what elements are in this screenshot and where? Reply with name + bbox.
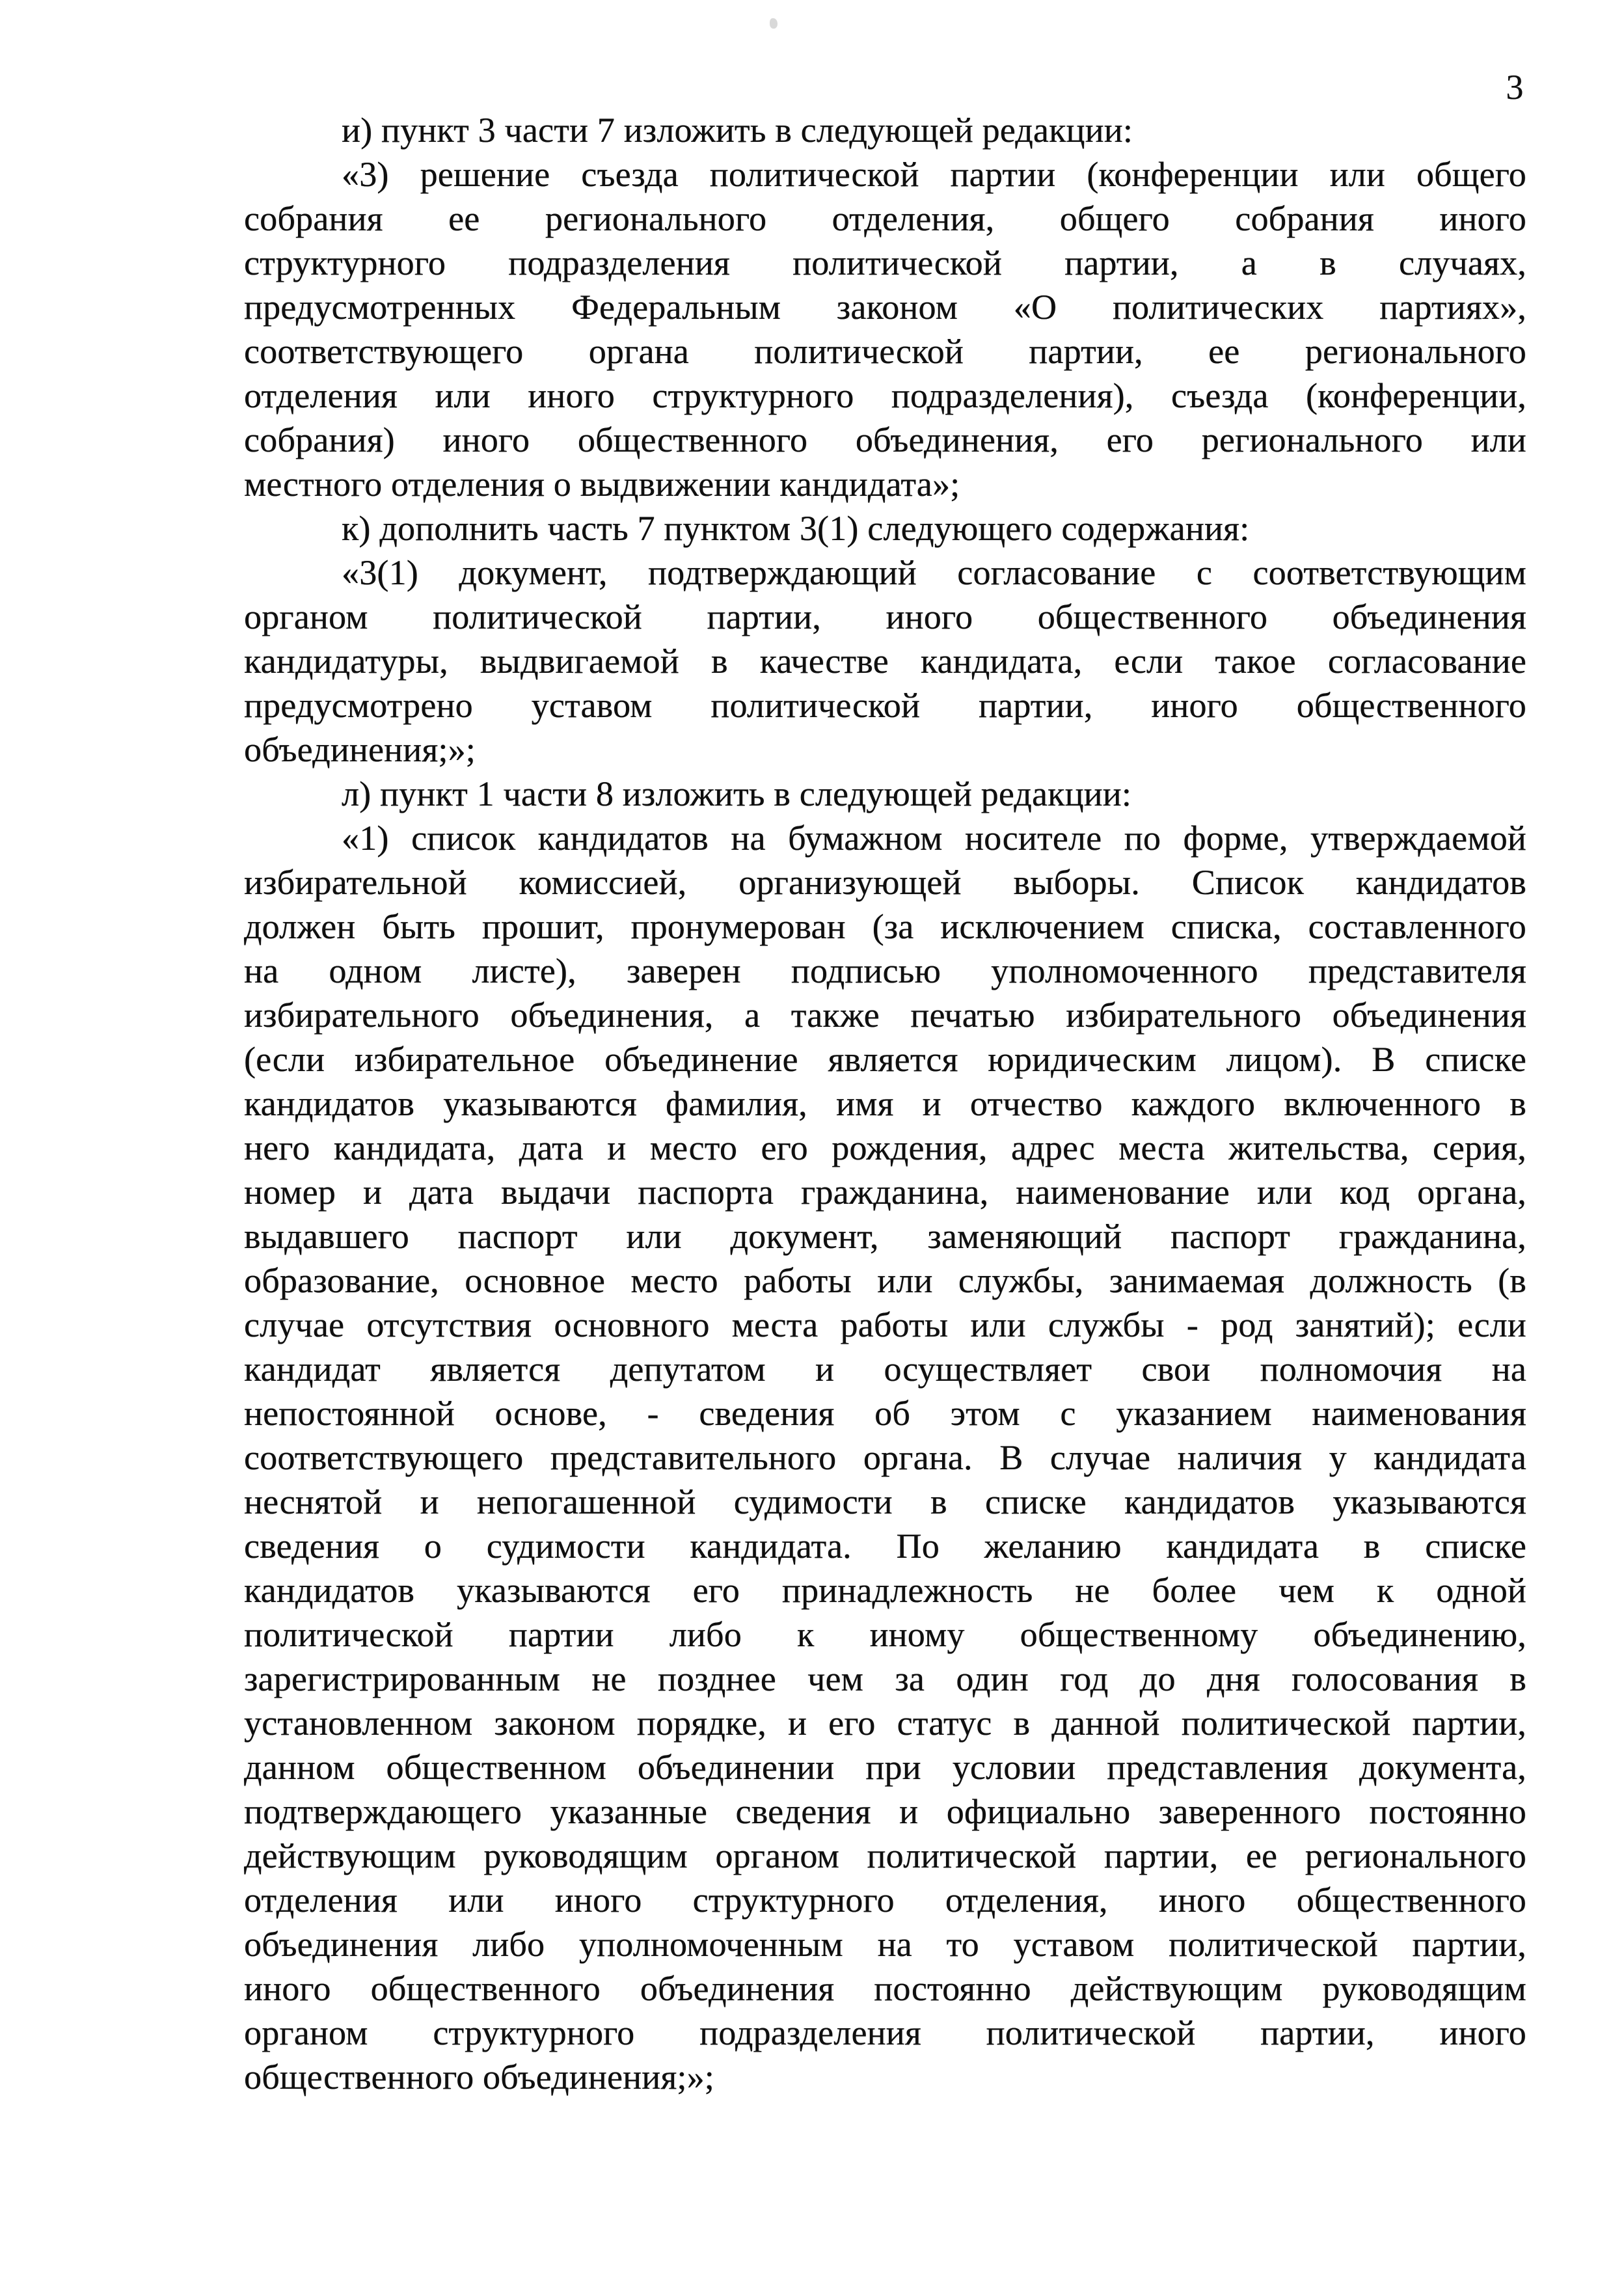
text-line: действующим руководящим органом политической партии, ее регионального	[244, 1836, 1526, 1875]
text-line: отделения или иного структурного подразделения), съезда (конференции,	[244, 376, 1526, 415]
text-line: «3) решение съезда политической партии (конференции или общего	[342, 155, 1526, 194]
text-line: отделения или иного структурного отделения, иного общественного	[244, 1881, 1526, 1920]
text-line: образование, основное место работы или службы, занимаемая должность (в	[244, 1261, 1526, 1300]
text-line: «1) список кандидатов на бумажном носителе по форме, утверждаемой	[342, 819, 1526, 858]
text-line: избирательной комиссией, организующей выборы. Список кандидатов	[244, 863, 1526, 902]
text-line: объединения либо уполномоченным на то уставом политической партии,	[244, 1925, 1526, 1964]
text-line: (если избирательное объединение является юридическим лицом). В списке	[244, 1040, 1526, 1079]
text-line: политической партии либо к иному общественному объединению,	[244, 1615, 1526, 1654]
text-line: и) пункт 3 части 7 изложить в следующей редакции:	[342, 111, 1133, 150]
text-line: предусмотрено уставом политической партии, иного общественного	[244, 686, 1526, 725]
text-line: избирательного объединения, а также печатью избирательного объединения	[244, 996, 1526, 1035]
text-line: данном общественном объединении при условии представления документа,	[244, 1748, 1526, 1787]
text-line: подтверждающего указанные сведения и официально заверенного постоянно	[244, 1792, 1526, 1831]
text-line: соответствующего органа политической партии, ее регионального	[244, 332, 1526, 371]
text-line: на одном листе), заверен подписью уполномоченного представителя	[244, 951, 1526, 990]
text-line: непостоянной основе, - сведения об этом с указанием наименования	[244, 1394, 1526, 1433]
text-line: к) дополнить часть 7 пунктом 3(1) следующего содержания:	[342, 509, 1250, 548]
text-line: местного отделения о выдвижении кандидата»;	[244, 465, 960, 504]
text-line: неснятой и непогашенной судимости в списке кандидатов указываются	[244, 1482, 1526, 1521]
text-line: должен быть прошит, пронумерован (за исключением списка, составленного	[244, 907, 1526, 946]
text-line: случае отсутствия основного места работы или службы - род занятий); если	[244, 1305, 1526, 1344]
text-line: л) пункт 1 части 8 изложить в следующей редакции:	[342, 774, 1132, 813]
text-line: общественного объединения;»;	[244, 2058, 714, 2097]
page-number: 3	[1506, 68, 1524, 107]
text-line: кандидатуры, выдвигаемой в качестве кандидата, если такое согласование	[244, 642, 1526, 681]
text-line: объединения;»;	[244, 730, 476, 769]
text-line: выдавшего паспорт или документ, заменяющий паспорт гражданина,	[244, 1217, 1526, 1256]
text-line: установленном законом порядке, и его статус в данной политической партии,	[244, 1704, 1526, 1743]
text-line: органом структурного подразделения политической партии, иного	[244, 2013, 1526, 2052]
text-line: собрания) иного общественного объединения, его регионального или	[244, 420, 1526, 459]
text-line: структурного подразделения политической партии, а в случаях,	[244, 243, 1526, 282]
document-body	[244, 108, 1526, 2099]
text-line: кандидат является депутатом и осуществляет свои полномочия на	[244, 1350, 1526, 1389]
scan-artifact	[770, 18, 778, 29]
text-line: собрания ее регионального отделения, общего собрания иного	[244, 199, 1526, 238]
text-line: кандидатов указываются его принадлежность не более чем к одной	[244, 1571, 1526, 1610]
text-line: зарегистрированным не позднее чем за один год до дня голосования в	[244, 1659, 1526, 1698]
text-line: номер и дата выдачи паспорта гражданина, наименование или код органа,	[244, 1173, 1526, 1212]
text-line: предусмотренных Федеральным законом «О политических партиях»,	[244, 288, 1526, 327]
text-line: «3(1) документ, подтверждающий согласование с соответствующим	[342, 553, 1526, 592]
text-line: него кандидата, дата и место его рождения, адрес места жительства, серия,	[244, 1128, 1526, 1167]
text-line: кандидатов указываются фамилия, имя и отчество каждого включенного в	[244, 1084, 1526, 1123]
text-line: иного общественного объединения постоянно действующим руководящим	[244, 1969, 1526, 2008]
text-line: соответствующего представительного органа. В случае наличия у кандидата	[244, 1438, 1526, 1477]
text-line: органом политической партии, иного общественного объединения	[244, 597, 1526, 636]
text-line: сведения о судимости кандидата. По желанию кандидата в списке	[244, 1527, 1526, 1566]
